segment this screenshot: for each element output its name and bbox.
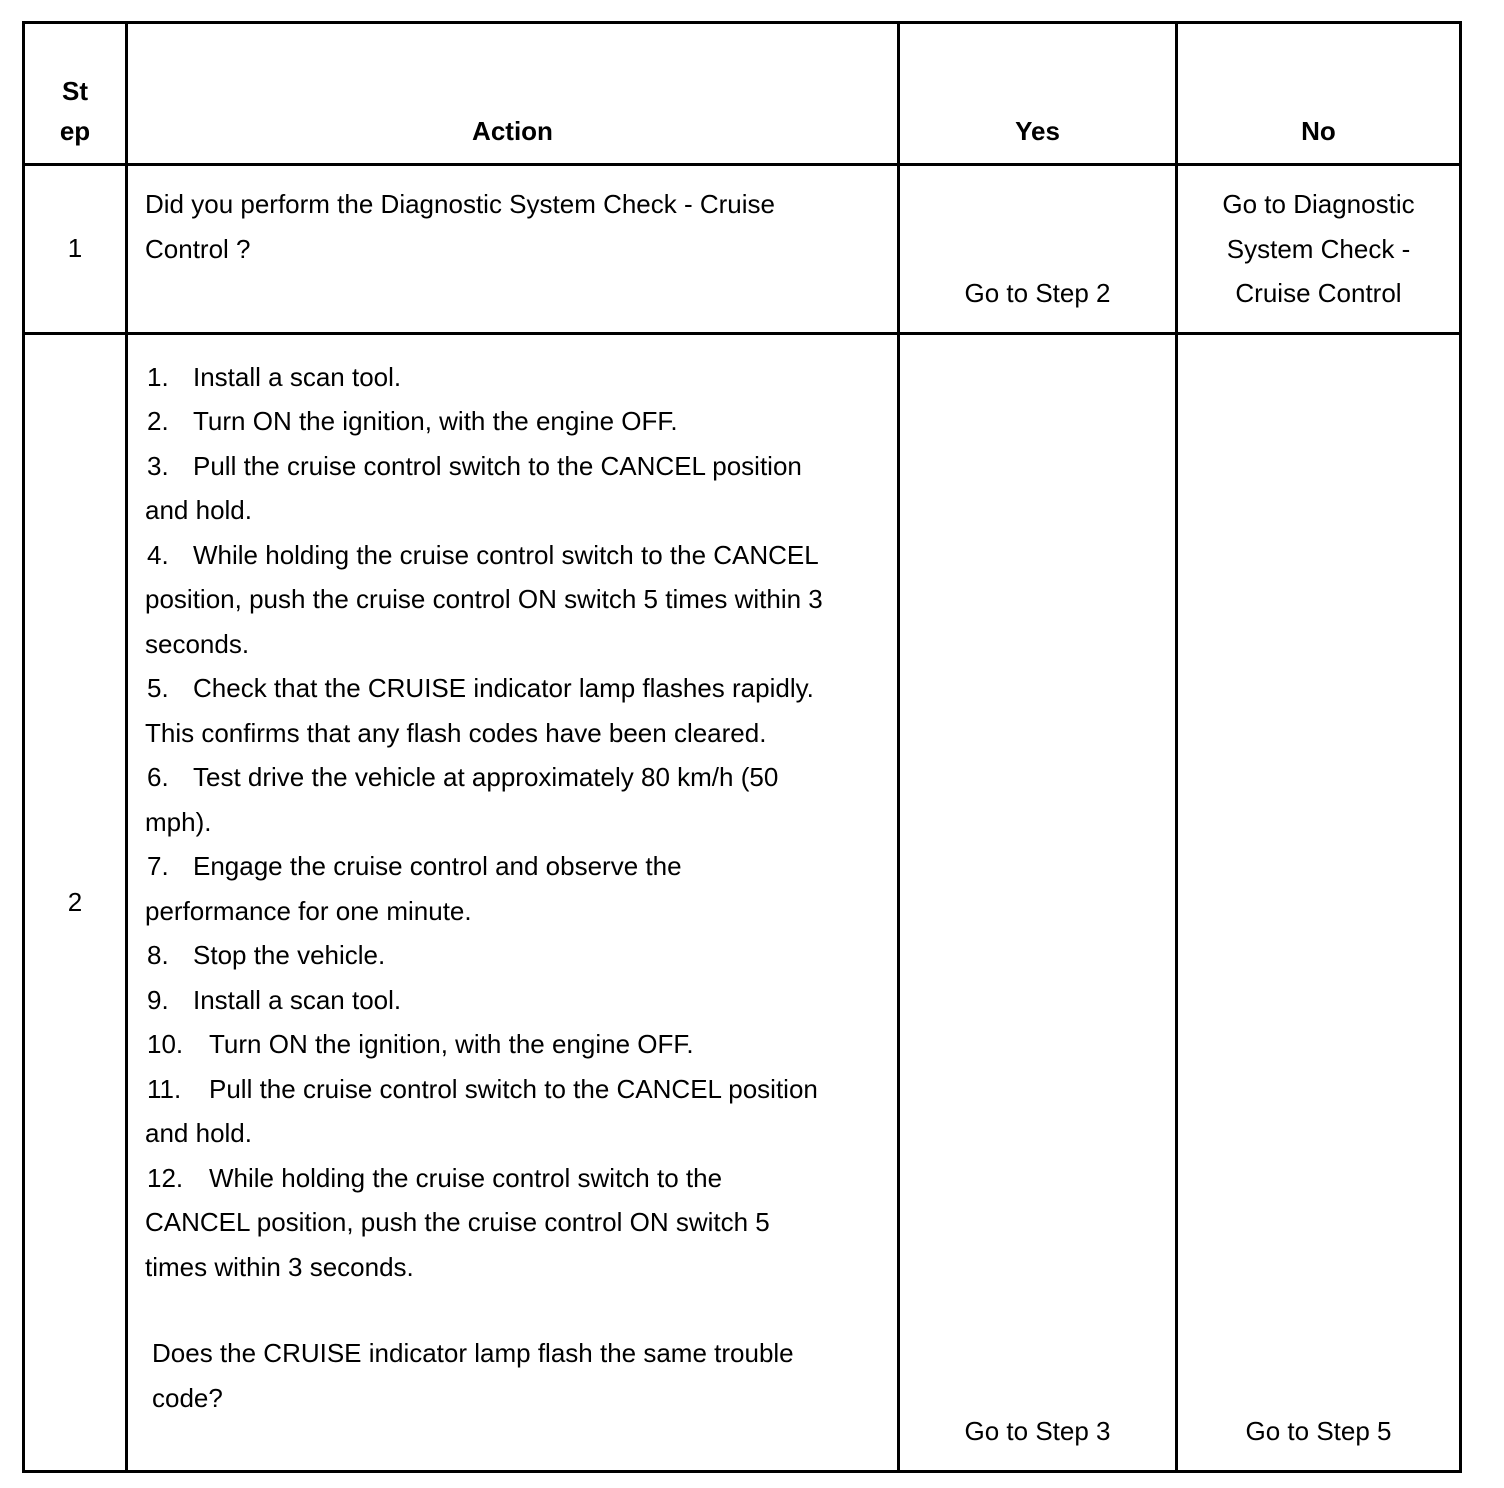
list-item [145,355,825,400]
table-row [24,333,1461,1471]
list-item-number: 4. [147,539,169,570]
list-item-number: 2. [147,406,169,436]
list-item-number: 6. [147,762,169,792]
list-item [145,978,825,1023]
list-item [145,533,825,667]
list-item-text: While holding the cruise control switch to the CANCEL position, push the cruise control ON switch 5 times within 3 seconds. [145,1162,770,1282]
list-item-number: 7. [147,851,169,881]
question-text: Does the CRUISE indicator lamp flash the same trouble code? [152,1338,794,1413]
no-text: Go to Diagnostic System Check - Cruise Control [1222,189,1415,308]
list-item-text: Check that the CRUISE indicator lamp flashes rapidly. This confirms that any flash codes have been cleared. [145,673,814,748]
header-row [24,23,1461,165]
action-text: Did you perform the Diagnostic System Check - Cruise Control ? [145,189,776,264]
list-item [145,666,825,755]
list-item-text: Install a scan tool. [193,984,402,1015]
list-item-number: 10. [147,1029,184,1059]
list-item-text: Install a scan tool. [193,361,402,392]
list-item-text: Engage the cruise control and observe the performance for one minute. [145,851,682,926]
step-number: 2 [24,333,127,1471]
list-item-number: 12. [147,1162,184,1193]
list-item-text: Turn ON the ignition, with the engine OFF. [209,1029,694,1059]
list-item [145,444,825,533]
header-action: Action [127,23,899,165]
header-yes: Yes [899,23,1177,165]
list-item-number: 1. [147,361,169,392]
list-item-text: Pull the cruise control switch to the CANCEL position and hold. [145,1073,818,1148]
list-item [145,1022,825,1067]
action-list [145,355,857,1290]
list-item [145,933,825,978]
no-cell: Go to Step 5 [1177,333,1461,1471]
yes-cell: Go to Step 3 [899,333,1177,1471]
list-item [145,399,825,444]
diagnostic-table [22,21,1462,1473]
action-cell [127,333,899,1471]
header-no: No [1177,23,1461,165]
list-item-text: Pull the cruise control switch to the CANCEL position and hold. [145,450,802,525]
list-item-number: 9. [147,984,169,1015]
table-row [24,165,1461,334]
list-item-number: 5. [147,673,169,703]
step-number: 1 [24,165,127,334]
list-item-number: 3. [147,450,169,481]
list-item-text: Turn ON the ignition, with the engine OFF. [193,406,678,436]
list-item-text: Stop the vehicle. [193,940,386,970]
no-cell [1177,165,1461,334]
header-step: St ep [24,23,127,165]
list-item [145,1067,825,1156]
list-item-number: 11. [147,1073,182,1104]
list-item-text: Test drive the vehicle at approximately 80 km/h (50 mph). [145,762,779,837]
list-item-text: While holding the cruise control switch to the CANCEL position, push the cruise control ON switch 5 times within 3 seconds. [145,539,823,659]
list-item [145,844,825,933]
list-item [145,755,825,844]
action-cell [127,165,899,334]
list-item [145,1156,825,1290]
list-item-number: 8. [147,940,169,970]
yes-cell: Go to Step 2 [899,165,1177,334]
